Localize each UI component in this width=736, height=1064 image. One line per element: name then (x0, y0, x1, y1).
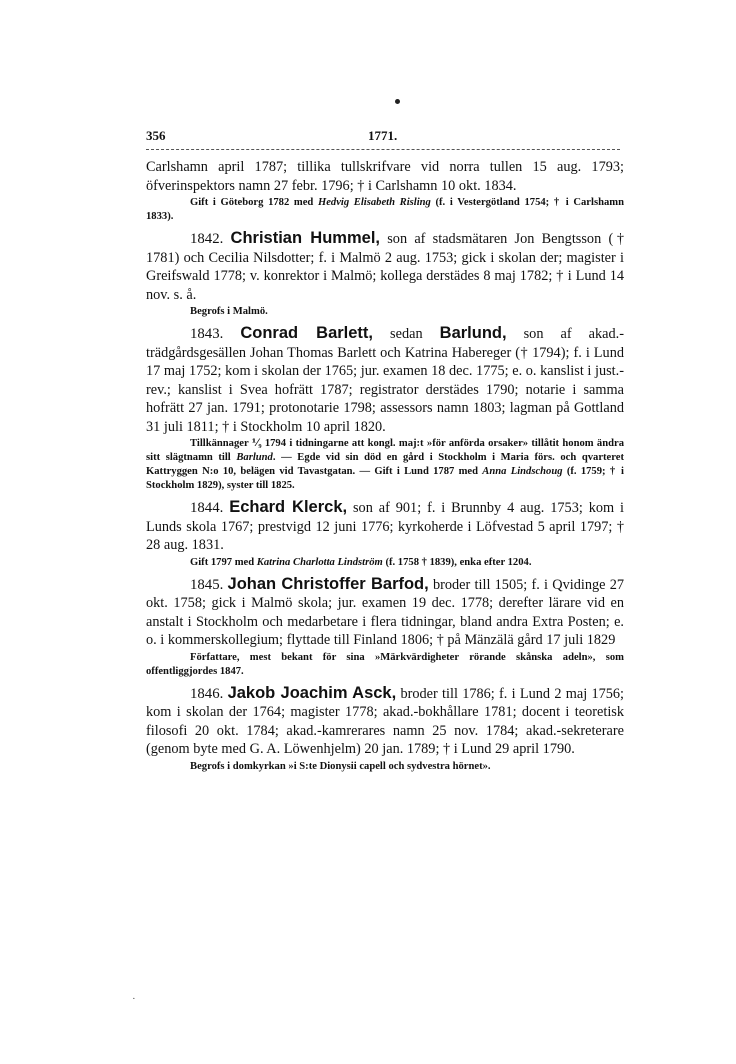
entry-text: broder till 1505; f. i Qvidinge 27 okt. 1758; gick i Malmö skola; jur. examen 19 dec. 1778; derefter lärare vid en anstalt i Stockholm och medarbetare i flera tidningar, bland andra Extra Posten; e. o. i kommerskollegium; flyttade till Finland 1806; † på Mänzälä gård 17 juli 1829 (146, 576, 624, 648)
ink-dot (395, 99, 400, 104)
name-connector: sedan (373, 326, 440, 342)
entry-number: 1843. (190, 326, 224, 342)
page-number: 356 (146, 128, 166, 143)
intro-paragraph: Carlshamn april 1787; tillika tullskrifvare vid norra tullen 15 aug. 1793; öfverinspektors namn 27 febr. 1796; † i Carlshamn 10 okt. 1834. (146, 159, 624, 194)
person-name: Jakob Joachim Asck, (227, 683, 397, 702)
intro-note: Gift i Göteborg 1782 med Hedvig Elisabeth Risling (f. i Vestergötland 1754; † i Carlshamn 1833). (146, 197, 624, 222)
stray-mark: · (132, 993, 136, 1005)
entry-number: 1842. (190, 231, 224, 247)
entry-1846-note: Begrofs i domkyrkan »i S:te Dionysii capell och sydvestra hörnet». (190, 760, 491, 772)
entry-text: son af akad.-trädgårdsgesällen Johan Thomas Barlett och Katrina Habereger († 1794); f. i Lund 17 maj 1752; kom i skolan der 1765; jur. examen 18 dec. 1775; e. o. kanslist i just.-rev.; kanslist i Svea hofrätt 1787; registrator derstädes 1790; notarie i samma hofrätt 27 jan. 1791; protonotarie 1798; assessors namn 1803; lagman på Gottland 31 juli 1811; † i Stockholm 10 april 1820. (146, 326, 625, 435)
entry-text: broder till 1786; f. i Lund 2 maj 1756; kom i skolan der 1764; magister 1778; akad.-bokhållare 1781; docent i teoretisk filosofi 20 okt. 1784; akad.-kamrerares namn 25 nov. 1784; akad.-sekreterare (genom byte med G. A. Löwenhjelm) 20 jan. 1789; † i Lund 29 april 1790. (146, 685, 625, 757)
page-body (146, 158, 624, 779)
entry-number: 1845. (190, 576, 224, 593)
entry-1843 (146, 324, 624, 436)
person-name: Conrad Barlett, (240, 324, 373, 342)
person-name: Johan Christoffer Barfod, (227, 574, 429, 593)
entry-text: son af stadsmätaren Jon Bengtsson († 1781) och Cecilia Nilsdotter; f. i Malmö 2 aug. 1753; gick i skolan der; magister i Greifswald 1778; v. konrektor i Malmö; kollega derstädes 8 maj 1782; † i Lund 14 nov. s. å. (146, 231, 625, 303)
entry-1842-note: Begrofs i Malmö. (190, 306, 268, 317)
person-name: Echard Klerck, (229, 498, 348, 516)
entry-text: son af 901; f. i Brunnby 4 aug. 1753; kom i Lunds skola 1767; prestvigd 12 juni 1776; kyrkoherde i Löfvestad 5 april 1797; † 28 aug. 1831. (146, 500, 625, 553)
entry-1845 (146, 575, 624, 650)
entry-1844 (146, 498, 624, 555)
header-rule (146, 149, 620, 150)
person-name: Christian Hummel, (230, 229, 380, 247)
entry-1843-note: Tillkännager ⅟₉ 1794 i tidningarne att kongl. maj:t »för anförda orsaker» tillåtit honom ändra sitt slägtnamn till Barlund. — Egde vid sin död en gård i Stockholm i Maria förs. och qvarteret Kattryggen N:o 10, belägen vid Tavastgatan. — Gift i Lund 1787 med Anna Lindschoug (f. 1759; † i Stockholm 1829), syster till 1825. (146, 438, 624, 491)
running-header (146, 128, 624, 146)
entry-1846 (146, 684, 624, 759)
entry-number: 1844. (190, 500, 224, 516)
entry-1844-note: Gift 1797 med Katrina Charlotta Lindström (f. 1758 † 1839), enka efter 1204. (190, 556, 532, 568)
person-alt-name: Barlund, (439, 324, 507, 342)
running-year: 1771. (368, 128, 398, 143)
entry-number: 1846. (190, 685, 224, 702)
entry-1845-note: Författare, mest bekant för sina »Märkvärdigheter rörande skånska adeln», som offentliggjordes 1847. (146, 651, 624, 677)
entry-1842 (146, 229, 624, 304)
